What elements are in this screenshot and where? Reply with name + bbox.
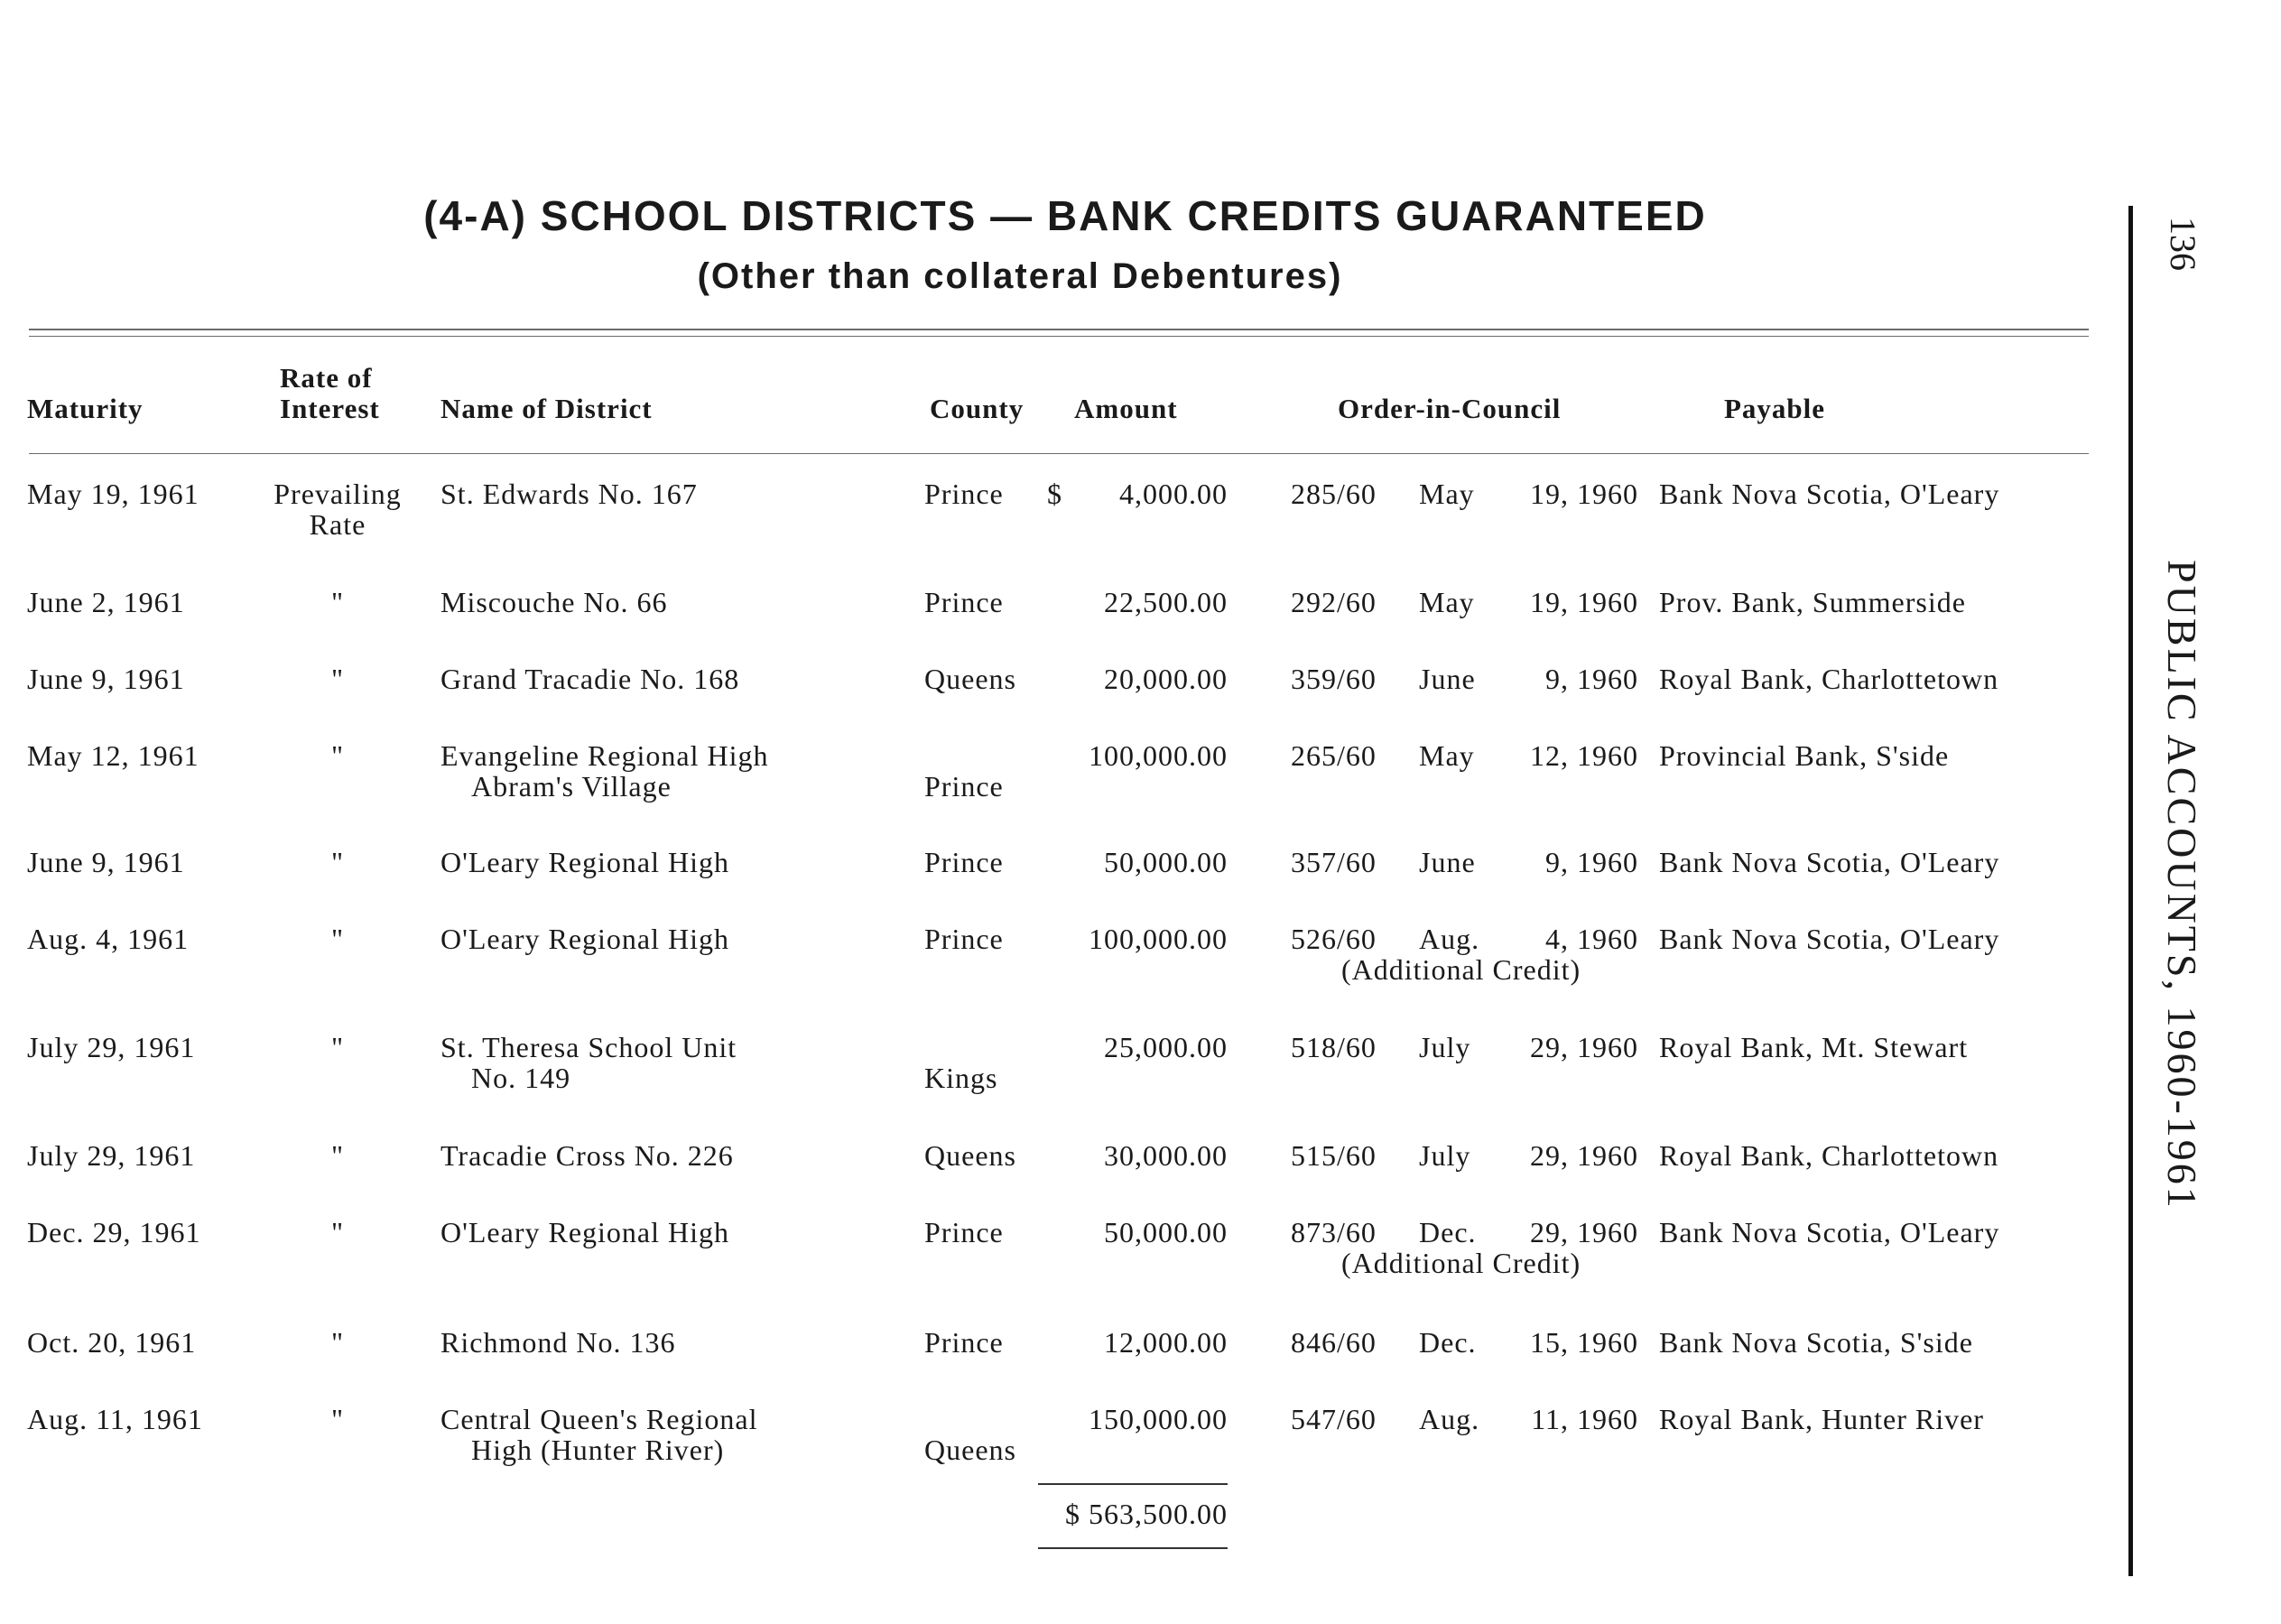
cell-oic-day: 9, 1960 [1545,846,1638,878]
cell-payable: Royal Bank, Mt. Stewart [1659,1031,1969,1063]
page-subtitle: (Other than collateral Debentures) [697,256,1343,296]
cell-oic-month: June [1419,846,1476,878]
header-payable: Payable [1724,393,1826,424]
top-rule-thin [29,336,2089,337]
cell-oic-no: 285/60 [1291,478,1377,510]
cell-amount: 100,000.00 [1089,739,1228,772]
header-rate-line1: Rate of [280,362,373,394]
cell-rate: " [330,739,345,772]
cell-payable: Royal Bank, Charlottetown [1659,663,1999,695]
cell-payable: Bank Nova Scotia, S'side [1659,1326,1973,1359]
cell-amount: 22,500.00 [1104,586,1228,618]
cell-rate: " [330,1031,345,1063]
cell-county: Prince [924,770,1004,803]
cell-oic-month: June [1419,663,1476,695]
cell-oic-month: Dec. [1419,1216,1477,1248]
cell-oic-day: 12, 1960 [1530,739,1638,772]
cell-maturity: Aug. 4, 1961 [27,923,190,955]
cell-amount: 4,000.00 [1119,478,1228,510]
cell-county: Kings [924,1062,998,1094]
cell-rate-line2: Rate [309,508,366,541]
cell-maturity: July 29, 1961 [27,1139,196,1172]
cell-oic-no: 526/60 [1291,923,1377,955]
cell-oic-month: July [1419,1139,1471,1172]
cell-district: Grand Tracadie No. 168 [440,663,740,695]
cell-maturity: June 9, 1961 [27,663,185,695]
cell-oic-no: 292/60 [1291,586,1377,618]
cell-oic-day: 9, 1960 [1545,663,1638,695]
cell-payable: Bank Nova Scotia, O'Leary [1659,478,2000,510]
cell-maturity: June 2, 1961 [27,586,185,618]
top-rule [29,329,2089,330]
cell-oic-day: 19, 1960 [1530,478,1638,510]
cell-oic-no: 357/60 [1291,846,1377,878]
cell-rate: " [330,663,345,695]
cell-oic-note: (Additional Credit) [1341,953,1581,986]
cell-oic-no: 265/60 [1291,739,1377,772]
header-amount: Amount [1074,393,1178,424]
cell-district-line2: No. 149 [471,1062,571,1094]
cell-oic-day: 19, 1960 [1530,586,1638,618]
cell-district: Evangeline Regional High [440,739,769,772]
cell-oic-day: 29, 1960 [1530,1139,1638,1172]
cell-payable: Bank Nova Scotia, O'Leary [1659,923,2000,955]
cell-maturity: May 12, 1961 [27,739,199,772]
cell-oic-day: 29, 1960 [1530,1216,1638,1248]
cell-maturity: Oct. 20, 1961 [27,1326,197,1359]
cell-oic-no: 547/60 [1291,1403,1377,1435]
cell-payable: Bank Nova Scotia, O'Leary [1659,846,2000,878]
header-rule [29,453,2089,454]
cell-maturity: June 9, 1961 [27,846,185,878]
cell-oic-day: 11, 1960 [1531,1403,1638,1435]
cell-oic-month: July [1419,1031,1471,1063]
cell-maturity: Aug. 11, 1961 [27,1403,203,1435]
cell-county: Prince [924,923,1004,955]
header-rate-line2: Interest [280,393,380,424]
cell-amount: 20,000.00 [1104,663,1228,695]
header-order-in-council: Order-in-Council [1338,393,1562,424]
header-maturity: Maturity [27,393,144,424]
cell-district: Richmond No. 136 [440,1326,676,1359]
total-rule-top [1038,1483,1228,1485]
cell-rate: " [330,586,345,618]
cell-district: St. Edwards No. 167 [440,478,698,510]
cell-maturity: May 19, 1961 [27,478,199,510]
page-title: (4-A) SCHOOL DISTRICTS — BANK CREDITS GUARANTEED [423,192,1707,239]
cell-district-line2: High (Hunter River) [471,1434,725,1466]
cell-maturity: July 29, 1961 [27,1031,196,1063]
cell-payable: Bank Nova Scotia, O'Leary [1659,1216,2000,1248]
header-county: County [930,393,1025,424]
cell-rate: " [330,923,345,955]
cell-oic-month: May [1419,478,1475,510]
cell-district-line2: Abram's Village [471,770,672,803]
cell-payable: Provincial Bank, S'side [1659,739,1950,772]
cell-county: Queens [924,663,1016,695]
cell-county: Prince [924,846,1004,878]
cell-amount: 12,000.00 [1104,1326,1228,1359]
cell-county: Queens [924,1434,1016,1466]
cell-county: Prince [924,586,1004,618]
cell-district: Central Queen's Regional [440,1403,758,1435]
total-amount: $ 563,500.00 [1065,1498,1228,1530]
cell-payable: Royal Bank, Charlottetown [1659,1139,1999,1172]
cell-district: Miscouche No. 66 [440,586,668,618]
cell-district: O'Leary Regional High [440,846,730,878]
cell-oic-no: 359/60 [1291,663,1377,695]
cell-oic-month: May [1419,586,1475,618]
cell-oic-day: 15, 1960 [1530,1326,1638,1359]
cell-district: O'Leary Regional High [440,923,730,955]
cell-payable: Prov. Bank, Summerside [1659,586,1966,618]
cell-maturity: Dec. 29, 1961 [27,1216,201,1248]
cell-oic-no: 515/60 [1291,1139,1377,1172]
cell-rate: Prevailing [274,478,402,510]
cell-rate: " [330,1326,345,1359]
cell-rate: " [330,1403,345,1435]
cell-rate: " [330,846,345,878]
cell-county: Prince [924,1326,1004,1359]
cell-oic-month: Dec. [1419,1326,1477,1359]
cell-oic-no: 846/60 [1291,1326,1377,1359]
cell-district: St. Theresa School Unit [440,1031,737,1063]
total-rule-bottom [1038,1547,1228,1549]
cell-district: Tracadie Cross No. 226 [440,1139,734,1172]
cell-county: Queens [924,1139,1016,1172]
cell-oic-no: 873/60 [1291,1216,1377,1248]
cell-payable: Royal Bank, Hunter River [1659,1403,1984,1435]
cell-amount: 50,000.00 [1104,1216,1228,1248]
cell-amount: 100,000.00 [1089,923,1228,955]
cell-amount: 150,000.00 [1089,1403,1228,1435]
cell-amount: 30,000.00 [1104,1139,1228,1172]
page-number: 136 [2163,217,2203,271]
cell-oic-day: 4, 1960 [1545,923,1638,955]
cell-oic-month: Aug. [1419,1403,1480,1435]
cell-oic-note: (Additional Credit) [1341,1247,1581,1279]
cell-oic-day: 29, 1960 [1530,1031,1638,1063]
running-head: PUBLIC ACCOUNTS, 1960-1961 [2159,560,2205,1211]
cell-oic-month: May [1419,739,1475,772]
cell-dollar: $ [1047,478,1062,510]
cell-rate: " [330,1216,345,1248]
cell-county: Prince [924,478,1004,510]
cell-rate: " [330,1139,345,1172]
header-district: Name of District [440,393,653,424]
cell-district: O'Leary Regional High [440,1216,730,1248]
cell-amount: 25,000.00 [1104,1031,1228,1063]
cell-oic-no: 518/60 [1291,1031,1377,1063]
cell-county: Prince [924,1216,1004,1248]
margin-vertical-rule [2128,206,2133,1576]
cell-oic-month: Aug. [1419,923,1480,955]
cell-amount: 50,000.00 [1104,846,1228,878]
